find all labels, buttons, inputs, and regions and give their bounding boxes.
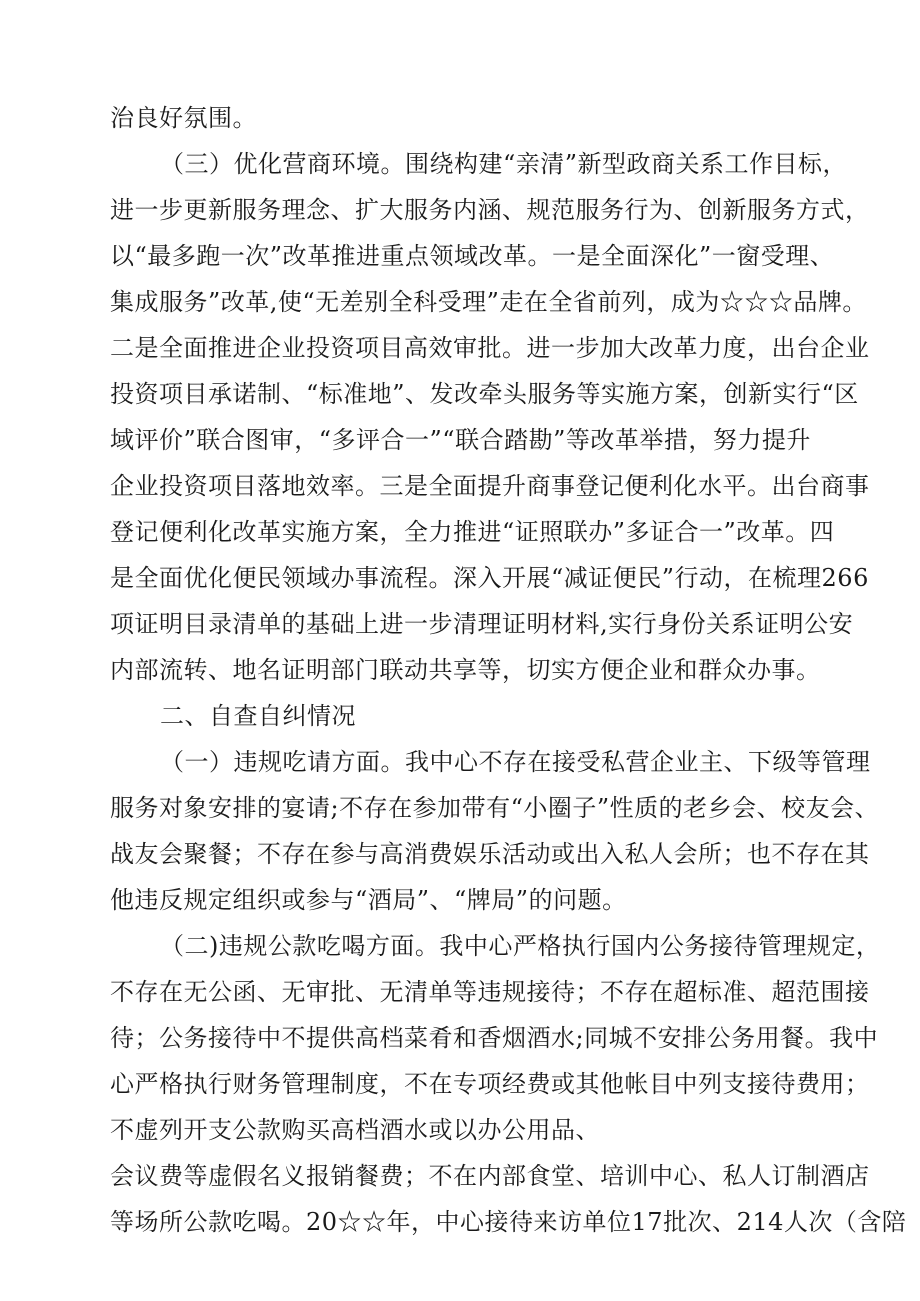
text-line: 是全面优化便民领域办事流程。深入开展“减证便民”行动，在梳理266 bbox=[110, 564, 869, 592]
text-line: 等场所公款吃喝。20☆☆年，中心接待来访单位17批次、214人次（含陪 bbox=[110, 1208, 907, 1236]
text-line: 域评价”联合图审，“多评合一”“联合踏勘”等改革举措，努力提升 bbox=[110, 426, 811, 454]
text-line: 以“最多跑一次”改革推进重点领域改革。一是全面深化”一窗受理、 bbox=[110, 242, 835, 270]
text-line: 进一步更新服务理念、扩大服务内涵、规范服务行为、创新服务方式， bbox=[110, 196, 870, 224]
text-line: 会议费等虚假名义报销餐费；不在内部食堂、培训中心、私人订制酒店 bbox=[110, 1162, 870, 1190]
text-line: 服务对象安排的宴请;不存在参加带有“小圈子”性质的老乡会、校友会、 bbox=[110, 794, 880, 822]
text-line: 不存在无公函、无审批、无清单等违规接待；不存在超标准、超范围接 bbox=[110, 978, 870, 1006]
text-line: 登记便利化改革实施方案，全力推进“证照联办”多证合一”改革。四 bbox=[110, 518, 835, 546]
text-line: 内部流转、地名证明部门联动共享等，切实方便企业和群众办事。 bbox=[110, 656, 821, 684]
text-line: 战友会聚餐；不存在参与高消费娱乐活动或出入私人会所；也不存在其 bbox=[110, 840, 870, 868]
text-line: 他违反规定组织或参与“酒局”、“牌局”的问题。 bbox=[110, 886, 627, 914]
text-line: 心严格执行财务管理制度，不在专项经费或其他帐目中列支接待费用； bbox=[110, 1070, 870, 1098]
text-line: 二是全面推进企业投资项目高效审批。进一步加大改革力度，出台企业 bbox=[110, 334, 870, 362]
text-line: 集成服务”改革,使“无差别全科受理”走在全省前列，成为☆☆☆品牌。 bbox=[110, 288, 867, 316]
text-line: （三）优化营商环境。围绕构建“亲清”新型政商关系工作目标， bbox=[160, 150, 848, 178]
section-heading: 二、自查自纠情况 bbox=[160, 702, 356, 730]
text-line: （二)违规公款吃喝方面。我中心严格执行国内公务接待管理规定， bbox=[160, 932, 881, 960]
text-line: 投资项目承诺制、“标准地”、发改牵头服务等实施方案，创新实行“区 bbox=[110, 380, 859, 408]
text-line: 治良好氛围。 bbox=[110, 104, 257, 132]
text-line: 项证明目录清单的基础上进一步清理证明材料,实行身份关系证明公安 bbox=[110, 610, 854, 638]
text-line: 企业投资项目落地效率。三是全面提升商事登记便利化水平。出台商事 bbox=[110, 472, 870, 500]
text-line: 不虚列开支公款购买高档酒水或以办公用品、 bbox=[110, 1116, 600, 1144]
text-line: （一）违规吃请方面。我中心不存在接受私营企业主、下级等管理 bbox=[160, 748, 871, 776]
text-line: 待；公务接待中不提供高档菜肴和香烟酒水;同城不安排公务用餐。我中 bbox=[110, 1024, 879, 1052]
